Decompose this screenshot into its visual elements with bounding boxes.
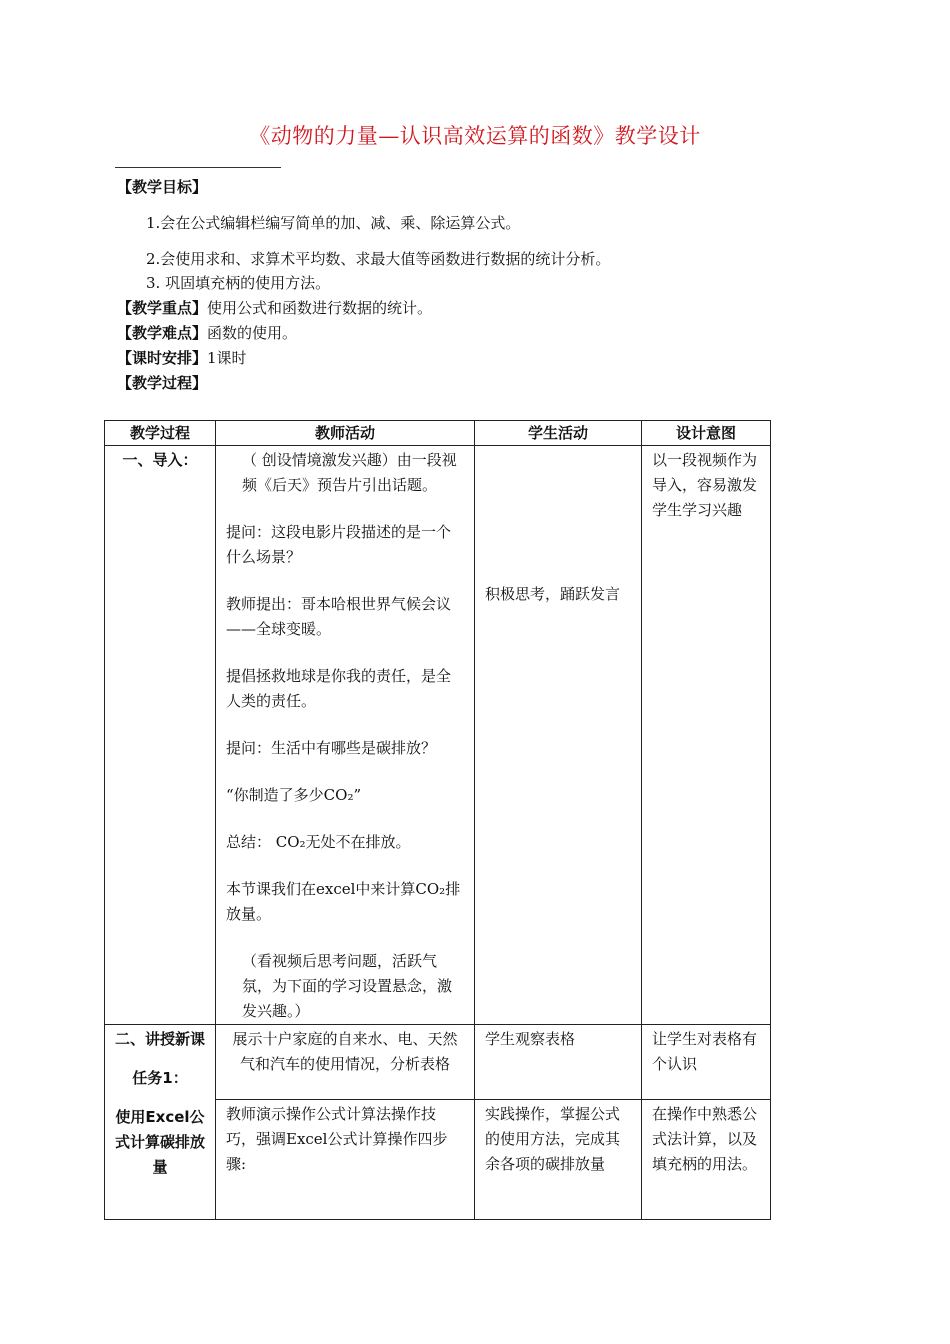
teacher-paragraph: （ 创设情境激发兴趣）由一段视频《后天》预告片引出话题。 — [242, 451, 457, 494]
title-underline — [115, 167, 281, 168]
stage-line: 任务1： — [132, 1069, 188, 1087]
difficulty-line — [117, 323, 297, 343]
teacher-paragraph: 总结： CO₂无处不在排放。 — [226, 833, 411, 851]
objective-1: 1.会在公式编辑栏编写简单的加、减、乘、除运算公式。 — [146, 214, 521, 232]
lesson-process-table — [104, 420, 771, 1220]
teacher-paragraph: 教师提出：哥本哈根世界气候会议——全球变暖。 — [226, 595, 452, 638]
teacher-cell: 展示十户家庭的自来水、电、天然气和汽车的使用情况，分析表格 — [216, 1025, 475, 1100]
difficulty-heading: 【教学难点】 — [117, 324, 208, 342]
focus-heading: 【教学重点】 — [117, 299, 208, 317]
teacher-cell: 教师演示操作公式计算法操作技巧，强调Excel公式计算操作四步骤: — [216, 1100, 475, 1220]
teacher-paragraph: （看视频后思考问题，活跃气氛，为下面的学习设置悬念，激发兴趣。） — [242, 952, 453, 1020]
objective-3: 3. 巩固填充柄的使用方法。 — [146, 274, 331, 292]
teacher-paragraph: 提倡拯救地球是你我的责任，是全人类的责任。 — [226, 667, 452, 710]
table-row-intro — [105, 446, 771, 1025]
document-title: 《动物的力量—认识高效运算的函数》教学设计 — [249, 124, 701, 148]
schedule-heading: 【课时安排】 — [117, 349, 208, 367]
header-stage: 教学过程 — [105, 421, 216, 446]
teacher-cell — [216, 446, 475, 1025]
stage-line: 二、讲授新课 — [115, 1030, 206, 1048]
intent-cell: 在操作中熟悉公式法计算，以及填充柄的用法。 — [642, 1100, 771, 1220]
focus-text: 使用公式和函数进行数据的统计。 — [207, 299, 433, 317]
student-activity-text: 积极思考，踊跃发言 — [485, 585, 621, 603]
table-header-row — [105, 421, 771, 446]
header-intent: 设计意图 — [642, 421, 771, 446]
intent-cell: 以一段视频作为导入，容易激发学生学习兴趣 — [642, 446, 771, 1025]
table-row-lecture — [105, 1025, 771, 1100]
teacher-paragraph: 提问：生活中有哪些是碳排放？ — [226, 739, 437, 757]
student-cell: 实践操作，掌握公式的使用方法，完成其余各项的碳排放量 — [475, 1100, 642, 1220]
process-heading: 【教学过程】 — [117, 374, 208, 392]
stage-line: 使用Excel公式计算碳排放量 — [115, 1108, 206, 1176]
teacher-paragraph: 本节课我们在excel中来计算CO₂排放量。 — [226, 880, 461, 923]
header-teacher: 教师活动 — [216, 421, 475, 446]
focus-line — [117, 298, 432, 318]
header-student: 学生活动 — [475, 421, 642, 446]
stage-cell-lecture — [105, 1025, 216, 1220]
student-cell: 学生观察表格 — [475, 1025, 642, 1100]
teacher-paragraph: “你制造了多少CO₂” — [226, 786, 362, 804]
schedule-line — [117, 348, 247, 368]
student-cell — [475, 446, 642, 1025]
difficulty-text: 函数的使用。 — [207, 324, 298, 342]
objectives-heading: 【教学目标】 — [117, 178, 208, 196]
stage-cell: 一、导入： — [105, 446, 216, 1025]
teacher-paragraph: 提问：这段电影片段描述的是一个什么场景？ — [226, 523, 452, 566]
intent-cell: 让学生对表格有个认识 — [642, 1025, 771, 1100]
objective-2: 2.会使用求和、求算术平均数、求最大值等函数进行数据的统计分析。 — [146, 250, 611, 268]
schedule-text: 1课时 — [207, 349, 247, 367]
